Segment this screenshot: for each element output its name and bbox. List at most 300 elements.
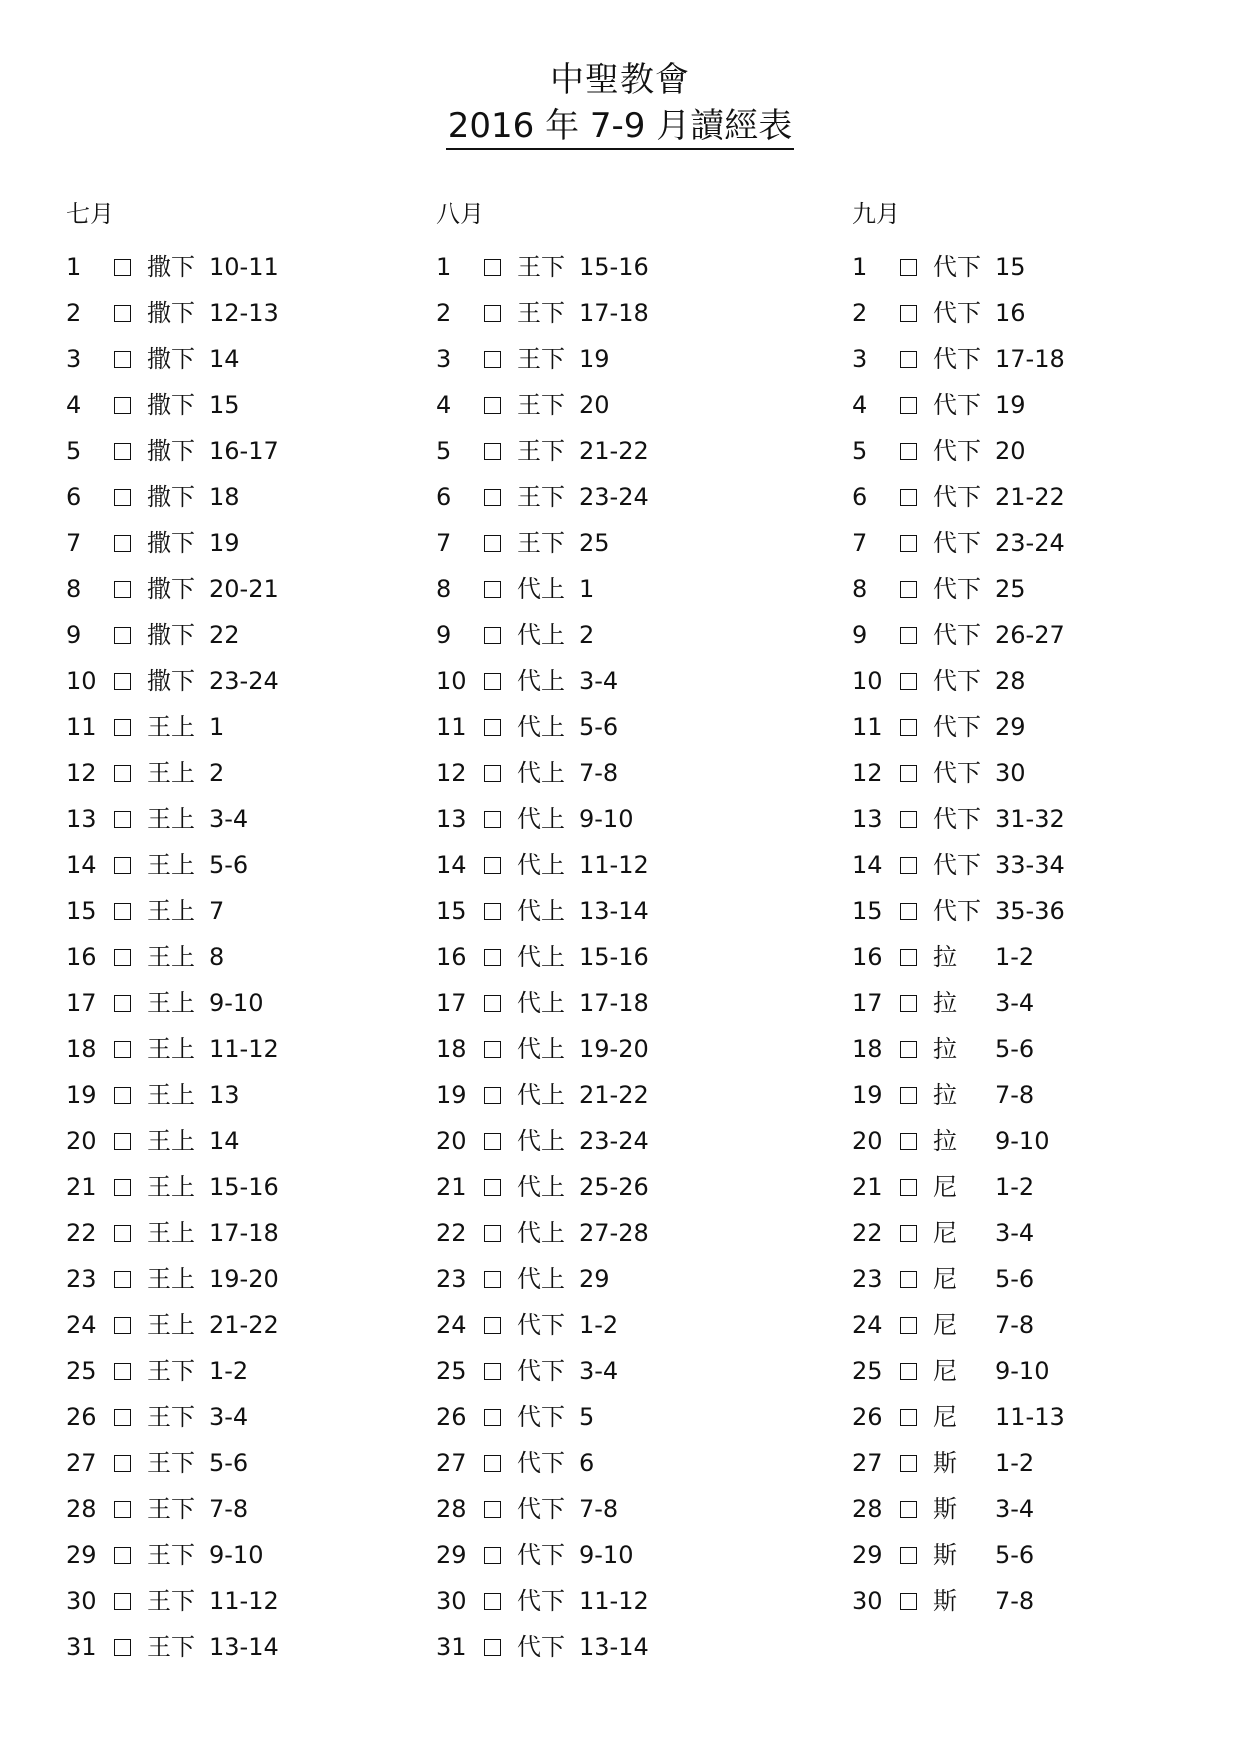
- reading-row: [436, 1394, 649, 1440]
- reading-row: [436, 1440, 649, 1486]
- reading-checkbox[interactable]: [114, 765, 131, 782]
- day-number: 25: [66, 1357, 97, 1385]
- chapter-range: 11-12: [209, 1035, 279, 1063]
- day-number: 13: [436, 805, 467, 833]
- chapter-range: 9-10: [209, 1541, 264, 1569]
- day-number: 1: [436, 253, 452, 281]
- reading-row: [436, 934, 649, 980]
- day-number: 24: [66, 1311, 97, 1339]
- chapter-range: 9-10: [579, 805, 634, 833]
- reading-checkbox[interactable]: [114, 1133, 131, 1150]
- book-name: 代上: [517, 667, 565, 695]
- reading-row: [852, 750, 1065, 796]
- book-name: 代上: [517, 1265, 565, 1293]
- book-name: 王下: [517, 299, 565, 327]
- reading-row: [852, 980, 1065, 1026]
- day-number: 3: [852, 345, 868, 373]
- reading-checkbox[interactable]: [484, 765, 501, 782]
- reading-checkbox[interactable]: [114, 535, 131, 552]
- reading-row: [436, 1256, 649, 1302]
- day-number: 28: [66, 1495, 97, 1523]
- day-number: 4: [436, 391, 452, 419]
- day-number: 31: [66, 1633, 97, 1661]
- reading-checkbox[interactable]: [900, 1547, 917, 1564]
- book-name: 尼: [933, 1173, 957, 1201]
- reading-checkbox[interactable]: [114, 1547, 131, 1564]
- reading-checkbox[interactable]: [484, 857, 501, 874]
- chapter-range: 3-4: [995, 1219, 1035, 1247]
- day-number: 29: [66, 1541, 97, 1569]
- book-name: 撒下: [147, 437, 195, 465]
- chapter-range: 31-32: [995, 805, 1065, 833]
- book-name: 代下: [933, 897, 981, 925]
- reading-checkbox[interactable]: [900, 1593, 917, 1610]
- reading-row: [436, 1118, 649, 1164]
- month-heading: 七月: [66, 200, 114, 228]
- reading-checkbox[interactable]: [484, 1409, 501, 1426]
- chapter-range: 16-17: [209, 437, 279, 465]
- chapter-range: 17-18: [209, 1219, 279, 1247]
- chapter-range: 1: [209, 713, 225, 741]
- chapter-range: 5-6: [995, 1035, 1035, 1063]
- reading-checkbox[interactable]: [484, 719, 501, 736]
- reading-checkbox[interactable]: [114, 627, 131, 644]
- day-number: 18: [852, 1035, 883, 1063]
- day-number: 26: [66, 1403, 97, 1431]
- reading-row: [852, 1072, 1065, 1118]
- chapter-range: 7-8: [995, 1311, 1035, 1339]
- reading-checkbox[interactable]: [114, 1593, 131, 1610]
- book-name: 王下: [147, 1495, 195, 1523]
- reading-checkbox[interactable]: [900, 1087, 917, 1104]
- chapter-range: 13: [209, 1081, 240, 1109]
- book-name: 代上: [517, 759, 565, 787]
- reading-checkbox[interactable]: [484, 627, 501, 644]
- reading-checkbox[interactable]: [900, 397, 917, 414]
- reading-checkbox[interactable]: [900, 1041, 917, 1058]
- chapter-range: 15: [209, 391, 240, 419]
- book-name: 代上: [517, 713, 565, 741]
- reading-checkbox[interactable]: [114, 857, 131, 874]
- book-name: 代上: [517, 1127, 565, 1155]
- reading-row: [436, 336, 649, 382]
- reading-row: [852, 1486, 1065, 1532]
- reading-row: [66, 1624, 279, 1670]
- book-name: 王下: [517, 529, 565, 557]
- day-number: 7: [852, 529, 868, 557]
- day-number: 24: [852, 1311, 883, 1339]
- reading-checkbox[interactable]: [484, 1501, 501, 1518]
- book-name: 斯: [933, 1587, 957, 1615]
- day-number: 16: [66, 943, 97, 971]
- chapter-range: 15: [995, 253, 1026, 281]
- reading-checkbox[interactable]: [484, 1317, 501, 1334]
- book-name: 代下: [933, 575, 981, 603]
- reading-checkbox[interactable]: [484, 1133, 501, 1150]
- reading-row: [66, 1532, 279, 1578]
- chapter-range: 18: [209, 483, 240, 511]
- chapter-range: 25: [579, 529, 610, 557]
- reading-checkbox[interactable]: [484, 1639, 501, 1656]
- chapter-range: 17-18: [579, 989, 649, 1017]
- book-name: 王下: [517, 437, 565, 465]
- reading-row: [852, 934, 1065, 980]
- book-name: 代下: [517, 1311, 565, 1339]
- reading-row: [436, 428, 649, 474]
- day-number: 17: [852, 989, 883, 1017]
- reading-checkbox[interactable]: [484, 1363, 501, 1380]
- day-number: 2: [852, 299, 868, 327]
- book-name: 撒下: [147, 667, 195, 695]
- day-number: 13: [66, 805, 97, 833]
- day-number: 19: [436, 1081, 467, 1109]
- chapter-range: 5: [579, 1403, 595, 1431]
- reading-row: [66, 1118, 279, 1164]
- reading-checkbox[interactable]: [484, 811, 501, 828]
- reading-checkbox[interactable]: [114, 351, 131, 368]
- reading-checkbox[interactable]: [484, 535, 501, 552]
- day-number: 21: [852, 1173, 883, 1201]
- reading-checkbox[interactable]: [484, 1041, 501, 1058]
- reading-row: [852, 382, 1065, 428]
- reading-checkbox[interactable]: [114, 259, 131, 276]
- chapter-range: 1-2: [995, 1449, 1035, 1477]
- day-number: 14: [852, 851, 883, 879]
- reading-checkbox[interactable]: [900, 1363, 917, 1380]
- day-number: 12: [66, 759, 97, 787]
- reading-checkbox[interactable]: [900, 1317, 917, 1334]
- chapter-range: 3-4: [995, 989, 1035, 1017]
- reading-checkbox[interactable]: [114, 1501, 131, 1518]
- reading-checkbox[interactable]: [484, 1593, 501, 1610]
- reading-row: [436, 658, 649, 704]
- reading-checkbox[interactable]: [900, 995, 917, 1012]
- book-name: 代下: [933, 299, 981, 327]
- reading-row: [436, 566, 649, 612]
- chapter-range: 2: [579, 621, 595, 649]
- reading-checkbox[interactable]: [484, 1455, 501, 1472]
- chapter-range: 1-2: [995, 1173, 1035, 1201]
- reading-checkbox[interactable]: [114, 305, 131, 322]
- reading-checkbox[interactable]: [114, 397, 131, 414]
- day-number: 30: [66, 1587, 97, 1615]
- reading-checkbox[interactable]: [900, 351, 917, 368]
- reading-checkbox[interactable]: [484, 1271, 501, 1288]
- book-name: 王上: [147, 1127, 195, 1155]
- reading-checkbox[interactable]: [484, 443, 501, 460]
- reading-checkbox[interactable]: [114, 1271, 131, 1288]
- day-number: 12: [852, 759, 883, 787]
- reading-row: [436, 382, 649, 428]
- chapter-range: 15-16: [579, 943, 649, 971]
- chapter-range: 26-27: [995, 621, 1065, 649]
- reading-checkbox[interactable]: [900, 949, 917, 966]
- book-name: 撒下: [147, 621, 195, 649]
- reading-checkbox[interactable]: [114, 719, 131, 736]
- book-name: 斯: [933, 1449, 957, 1477]
- reading-checkbox[interactable]: [900, 1409, 917, 1426]
- chapter-range: 20: [995, 437, 1026, 465]
- book-name: 王下: [517, 253, 565, 281]
- reading-row: [436, 520, 649, 566]
- page-header: [0, 58, 1240, 150]
- day-number: 30: [852, 1587, 883, 1615]
- day-number: 20: [436, 1127, 467, 1155]
- reading-checkbox[interactable]: [900, 1133, 917, 1150]
- reading-checkbox[interactable]: [900, 1271, 917, 1288]
- month-heading: 九月: [852, 200, 900, 228]
- book-name: 代下: [933, 851, 981, 879]
- book-name: 王上: [147, 1311, 195, 1339]
- reading-checkbox[interactable]: [114, 1639, 131, 1656]
- reading-checkbox[interactable]: [900, 305, 917, 322]
- day-number: 9: [436, 621, 452, 649]
- chapter-range: 33-34: [995, 851, 1065, 879]
- reading-checkbox[interactable]: [484, 903, 501, 920]
- book-name: 代上: [517, 805, 565, 833]
- book-name: 代上: [517, 1173, 565, 1201]
- book-name: 王上: [147, 897, 195, 925]
- reading-checkbox[interactable]: [114, 1087, 131, 1104]
- day-number: 3: [436, 345, 452, 373]
- day-number: 11: [436, 713, 467, 741]
- reading-checkbox[interactable]: [900, 719, 917, 736]
- reading-checkbox[interactable]: [484, 351, 501, 368]
- reading-row: [852, 842, 1065, 888]
- day-number: 5: [66, 437, 82, 465]
- book-name: 王上: [147, 1035, 195, 1063]
- reading-checkbox[interactable]: [900, 259, 917, 276]
- reading-checkbox[interactable]: [900, 673, 917, 690]
- reading-checkbox[interactable]: [900, 1455, 917, 1472]
- reading-checkbox[interactable]: [900, 1501, 917, 1518]
- day-number: 28: [852, 1495, 883, 1523]
- reading-checkbox[interactable]: [484, 581, 501, 598]
- reading-checkbox[interactable]: [114, 1317, 131, 1334]
- chapter-range: 10-11: [209, 253, 279, 281]
- chapter-range: 7-8: [995, 1587, 1035, 1615]
- reading-checkbox[interactable]: [484, 995, 501, 1012]
- chapter-range: 23-24: [579, 483, 649, 511]
- reading-row: [436, 1532, 649, 1578]
- book-name: 代下: [517, 1541, 565, 1569]
- reading-checkbox[interactable]: [114, 673, 131, 690]
- reading-row: [436, 612, 649, 658]
- reading-checkbox[interactable]: [114, 1041, 131, 1058]
- reading-checkbox[interactable]: [900, 857, 917, 874]
- reading-checkbox[interactable]: [114, 995, 131, 1012]
- book-name: 王下: [147, 1357, 195, 1385]
- book-name: 王下: [147, 1633, 195, 1661]
- day-number: 1: [852, 253, 868, 281]
- reading-row: [66, 888, 279, 934]
- reading-checkbox[interactable]: [484, 259, 501, 276]
- chapter-range: 7-8: [995, 1081, 1035, 1109]
- reading-checkbox[interactable]: [114, 1363, 131, 1380]
- reading-row: [66, 1440, 279, 1486]
- book-name: 代下: [933, 759, 981, 787]
- reading-row: [852, 474, 1065, 520]
- book-name: 拉: [933, 1081, 957, 1109]
- book-name: 拉: [933, 1035, 957, 1063]
- chapter-range: 19: [579, 345, 610, 373]
- day-number: 6: [852, 483, 868, 511]
- reading-checkbox[interactable]: [114, 1455, 131, 1472]
- reading-row: [436, 888, 649, 934]
- reading-row: [66, 980, 279, 1026]
- reading-row: [852, 1348, 1065, 1394]
- reading-row: [436, 290, 649, 336]
- day-number: 10: [436, 667, 467, 695]
- reading-checkbox[interactable]: [484, 397, 501, 414]
- book-name: 尼: [933, 1403, 957, 1431]
- chapter-range: 17-18: [579, 299, 649, 327]
- reading-row: [436, 1210, 649, 1256]
- day-number: 4: [66, 391, 82, 419]
- reading-checkbox[interactable]: [484, 1179, 501, 1196]
- book-name: 王上: [147, 1219, 195, 1247]
- book-name: 拉: [933, 1127, 957, 1155]
- day-number: 13: [852, 805, 883, 833]
- reading-row: [852, 1532, 1065, 1578]
- book-name: 尼: [933, 1265, 957, 1293]
- book-name: 撒下: [147, 529, 195, 557]
- chapter-range: 1-2: [995, 943, 1035, 971]
- reading-row: [66, 1486, 279, 1532]
- book-name: 代下: [933, 391, 981, 419]
- chapter-range: 7-8: [579, 1495, 619, 1523]
- reading-checkbox[interactable]: [114, 1179, 131, 1196]
- reading-row: [852, 1210, 1065, 1256]
- reading-checkbox[interactable]: [484, 1087, 501, 1104]
- book-name: 代下: [933, 483, 981, 511]
- reading-checkbox[interactable]: [900, 443, 917, 460]
- chapter-range: 22: [209, 621, 240, 649]
- day-number: 4: [852, 391, 868, 419]
- chapter-range: 11-13: [995, 1403, 1065, 1431]
- reading-row: [66, 1578, 279, 1624]
- book-name: 王上: [147, 805, 195, 833]
- reading-row: [852, 1302, 1065, 1348]
- reading-row: [852, 244, 1065, 290]
- reading-checkbox[interactable]: [484, 949, 501, 966]
- reading-row: [436, 1348, 649, 1394]
- chapter-range: 3-4: [579, 1357, 619, 1385]
- chapter-range: 7-8: [209, 1495, 249, 1523]
- reading-checkbox[interactable]: [484, 1547, 501, 1564]
- chapter-range: 19: [995, 391, 1026, 419]
- chapter-range: 12-13: [209, 299, 279, 327]
- day-number: 1: [66, 253, 82, 281]
- reading-checkbox[interactable]: [114, 581, 131, 598]
- reading-checkbox[interactable]: [900, 489, 917, 506]
- reading-checkbox[interactable]: [484, 489, 501, 506]
- book-name: 王上: [147, 989, 195, 1017]
- chapter-range: 28: [995, 667, 1026, 695]
- day-number: 6: [66, 483, 82, 511]
- book-name: 王上: [147, 943, 195, 971]
- book-name: 代上: [517, 989, 565, 1017]
- chapter-range: 25: [995, 575, 1026, 603]
- reading-checkbox[interactable]: [114, 1409, 131, 1426]
- reading-checkbox[interactable]: [900, 903, 917, 920]
- reading-row: [852, 428, 1065, 474]
- reading-checkbox[interactable]: [484, 305, 501, 322]
- chapter-range: 11-12: [579, 1587, 649, 1615]
- reading-checkbox[interactable]: [900, 1225, 917, 1242]
- reading-checkbox[interactable]: [114, 443, 131, 460]
- book-name: 代下: [933, 437, 981, 465]
- day-number: 25: [852, 1357, 883, 1385]
- reading-checkbox[interactable]: [114, 489, 131, 506]
- book-name: 王上: [147, 1081, 195, 1109]
- reading-checkbox[interactable]: [484, 1225, 501, 1242]
- day-number: 7: [66, 529, 82, 557]
- day-number: 7: [436, 529, 452, 557]
- book-name: 代下: [517, 1449, 565, 1477]
- day-number: 8: [66, 575, 82, 603]
- book-name: 代上: [517, 851, 565, 879]
- reading-checkbox[interactable]: [900, 581, 917, 598]
- book-name: 代下: [517, 1633, 565, 1661]
- book-name: 代上: [517, 897, 565, 925]
- reading-checkbox[interactable]: [900, 535, 917, 552]
- reading-row: [852, 520, 1065, 566]
- reading-checkbox[interactable]: [114, 903, 131, 920]
- reading-checkbox[interactable]: [114, 1225, 131, 1242]
- day-number: 8: [436, 575, 452, 603]
- book-name: 代下: [933, 621, 981, 649]
- reading-row: [436, 1302, 649, 1348]
- book-name: 王下: [517, 345, 565, 373]
- day-number: 19: [66, 1081, 97, 1109]
- chapter-range: 14: [209, 1127, 240, 1155]
- reading-checkbox[interactable]: [900, 765, 917, 782]
- day-number: 27: [436, 1449, 467, 1477]
- book-name: 王下: [147, 1587, 195, 1615]
- chapter-range: 1-2: [579, 1311, 619, 1339]
- day-number: 11: [66, 713, 97, 741]
- book-name: 撒下: [147, 253, 195, 281]
- reading-checkbox[interactable]: [114, 949, 131, 966]
- chapter-range: 23-24: [579, 1127, 649, 1155]
- book-name: 代上: [517, 1035, 565, 1063]
- book-name: 王上: [147, 1173, 195, 1201]
- book-name: 王下: [147, 1449, 195, 1477]
- book-name: 拉: [933, 943, 957, 971]
- reading-row: [436, 704, 649, 750]
- chapter-range: 29: [579, 1265, 610, 1293]
- book-name: 撒下: [147, 483, 195, 511]
- day-number: 20: [852, 1127, 883, 1155]
- book-name: 王上: [147, 1265, 195, 1293]
- month-heading: 八月: [436, 200, 484, 228]
- reading-checkbox[interactable]: [484, 673, 501, 690]
- book-name: 拉: [933, 989, 957, 1017]
- reading-checkbox[interactable]: [900, 811, 917, 828]
- reading-checkbox[interactable]: [114, 811, 131, 828]
- reading-row: [66, 658, 279, 704]
- reading-row: [66, 428, 279, 474]
- book-name: 尼: [933, 1357, 957, 1385]
- book-name: 代上: [517, 943, 565, 971]
- reading-checkbox[interactable]: [900, 1179, 917, 1196]
- day-number: 22: [852, 1219, 883, 1247]
- reading-checkbox[interactable]: [900, 627, 917, 644]
- book-name: 代下: [933, 713, 981, 741]
- book-name: 代上: [517, 575, 565, 603]
- day-number: 27: [852, 1449, 883, 1477]
